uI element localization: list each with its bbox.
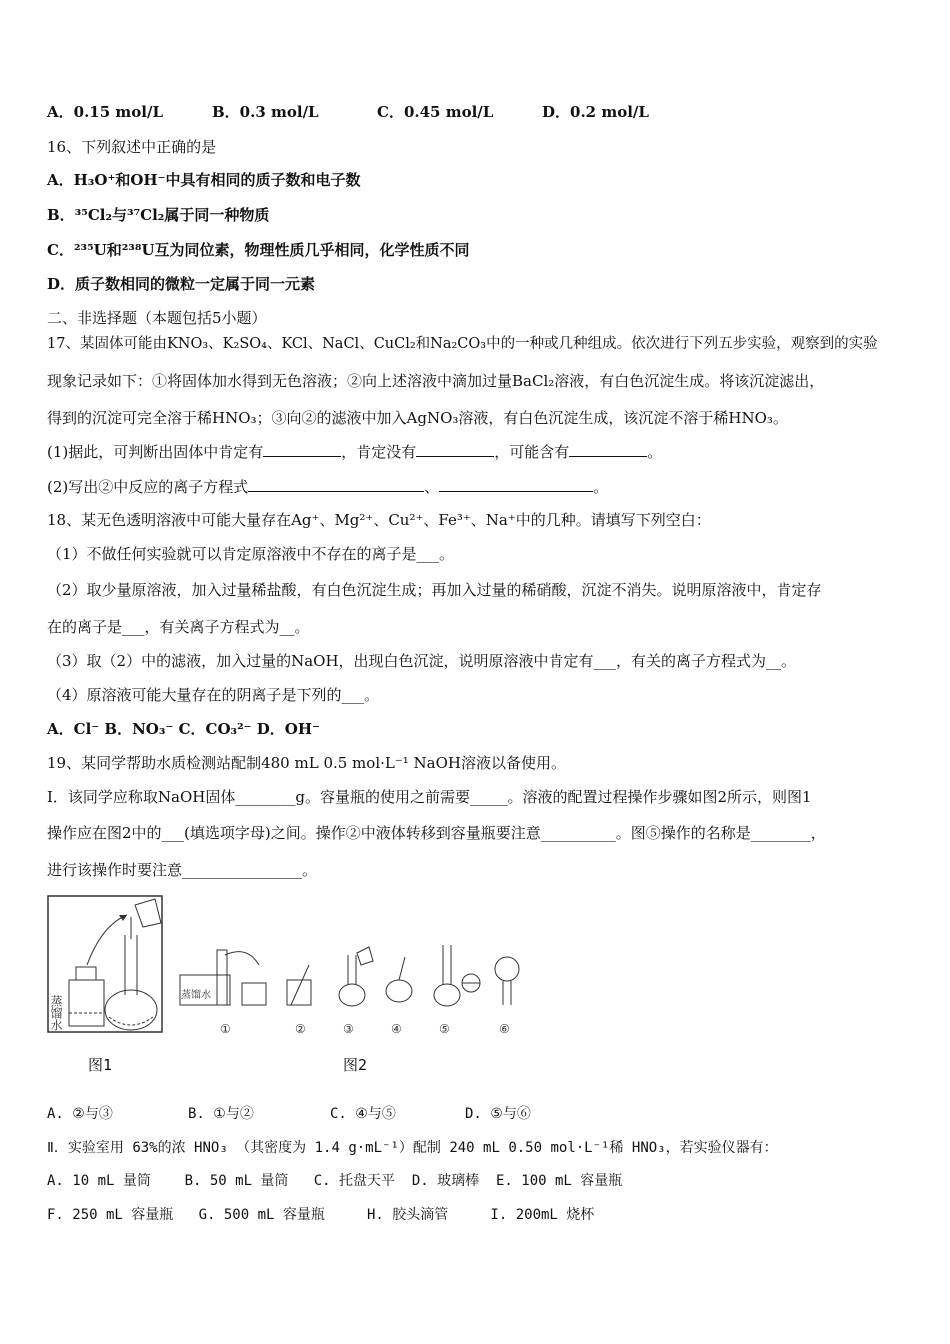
q17-part-1: [47, 442, 920, 462]
blank: [416, 442, 494, 457]
step-label-4: ④: [391, 1022, 402, 1036]
q19-equipment-line-2: F. 250 mL 容量瓶 G. 500 mL 容量瓶 H. 胶头滴管 I. 200mL 烧杯: [47, 1207, 595, 1223]
q17-part-2-a: (2)写出②中反应的离子方程式: [47, 478, 249, 496]
blank: [263, 442, 341, 457]
figure-2-bottle-label: 蒸馏水: [181, 990, 211, 1001]
q17-part-2-c: 。: [593, 478, 609, 496]
figure-2-caption: 图2: [343, 1056, 368, 1074]
q15-option-b: B．0.3 mol/L: [212, 103, 319, 121]
q17-part-2-b: 、: [424, 478, 440, 496]
q18-stem: 18、某无色透明溶液中可能大量存在Ag⁺、Mg²⁺、Cu²⁺、Fe³⁺、Na⁺中的几种。请填写下列空白：: [47, 511, 711, 529]
q17-part-2: [47, 477, 920, 497]
solution-preparation-figure: [47, 895, 547, 1085]
step-label-2: ②: [295, 1022, 306, 1036]
q19-option-a: A. ②与③: [47, 1106, 113, 1122]
step-label-1: ①: [220, 1022, 231, 1036]
volumetric-flask: [105, 990, 157, 1030]
q19-option-c: C. ④与⑤: [330, 1106, 396, 1122]
step-4-flask: [386, 980, 412, 1002]
figure-1-bottle-label: 蒸馏水: [49, 995, 63, 1031]
pour-arrow: [87, 915, 127, 965]
step-2-beaker: [287, 980, 311, 1005]
step-3-flask: [339, 984, 365, 1006]
q19-part-i-line-2: 操作应在图2中的___(填选项字母)之间。操作②中液体转移到容量瓶要注意__________。图⑤操作的名称是________，: [47, 824, 826, 842]
step-label-3: ③: [343, 1022, 354, 1036]
step-1-beaker: [242, 983, 266, 1005]
q17-part-1-c: ，可能含有: [494, 443, 570, 461]
beaker: [135, 899, 161, 927]
q19-option-d: D. ⑤与⑥: [465, 1106, 531, 1122]
q16-option-a: A．H₃O⁺和OH⁻中具有相同的质子数和电子数: [47, 171, 361, 189]
step-label-6: ⑥: [499, 1022, 510, 1036]
q18-part-1: （1）不做任何实验就可以肯定原溶液中不存在的离子是___。: [47, 545, 455, 563]
q18-part-2-line-1: （2）取少量原溶液，加入过量稀盐酸，有白色沉淀生成；再加入过量的稀硝酸，沉淀不消失。说明原溶液中，肯定存: [47, 581, 822, 599]
q15-option-c: C．0.45 mol/L: [377, 103, 494, 121]
step-label-5: ⑤: [439, 1022, 450, 1036]
q18-part-4: （4）原溶液可能大量存在的阴离子是下列的___。: [47, 686, 380, 704]
section-heading: 二、非选择题（本题包括5小题）: [47, 309, 267, 327]
q19-part-ii: Ⅱ．实验室用 63%的浓 HNO₃ （其密度为 1.4 g·mL⁻¹）配制 240 mL 0.50 mol·L⁻¹稀 HNO₃，若实验仪器有：: [47, 1140, 778, 1156]
q17-part-1-d: 。: [647, 443, 663, 461]
q16-option-b: B．³⁵Cl₂与³⁷Cl₂属于同一种物质: [47, 206, 270, 224]
q17-line-3: 得到的沉淀可完全溶于稀HNO₃；③向②的滤液中加入AgNO₃溶液，有白色沉淀生成，该沉淀不溶于稀HNO₃。: [47, 409, 788, 427]
step-6-flask: [495, 957, 519, 981]
q19-option-b: B. ①与②: [188, 1106, 254, 1122]
q18-part-2-line-2: 在的离子是___，有关离子方程式为__。: [47, 618, 310, 636]
q16-option-d: D．质子数相同的微粒一定属于同一元素: [47, 275, 316, 293]
figure-1-caption: 图1: [88, 1056, 113, 1074]
q19-stem: 19、某同学帮助水质检测站配制480 mL 0.5 mol·L⁻¹ NaOH溶液以备使用。: [47, 754, 566, 772]
q18-part-3: （3）取（2）中的滤液，加入过量的NaOH，出现白色沉淀，说明原溶液中肯定有___，有关的离子方程式为__。: [47, 652, 797, 670]
q19-part-i-line-3: 进行该操作时要注意________________。: [47, 861, 318, 879]
blank: [439, 477, 593, 492]
q15-option-d: D．0.2 mol/L: [542, 103, 649, 121]
q17-line-2: 现象记录如下：①将固体加水得到无色溶液；②向上述溶液中滴加过量BaCl₂溶液，有白色沉淀生成。将该沉淀滤出，: [47, 372, 825, 390]
q16-stem: 16、下列叙述中正确的是: [47, 138, 217, 156]
q17-line-1: 17、某固体可能由KNO₃、K₂SO₄、KCl、NaCl、CuCl₂和Na₂CO₃中的一种或几种组成。依次进行下列五步实验，观察到的实验: [47, 336, 878, 352]
q19-equipment-line-1: A. 10 mL 量筒 B. 50 mL 量筒 C. 托盘天平 D. 玻璃棒 E. 100 mL 容量瓶: [47, 1173, 623, 1189]
q17-part-1-b: ，肯定没有: [341, 443, 417, 461]
blank: [248, 477, 424, 492]
step-5-flask: [434, 984, 460, 1006]
q18-options: A．Cl⁻ B．NO₃⁻ C．CO₃²⁻ D．OH⁻: [47, 720, 320, 738]
q15-option-a: A．0.15 mol/L: [47, 103, 163, 121]
q16-option-c: C．²³⁵U和²³⁸U互为同位素，物理性质几乎相同，化学性质不同: [47, 241, 470, 259]
q17-part-1-a: (1)据此，可判断出固体中肯定有: [47, 443, 264, 461]
q19-part-i-line-1: Ⅰ．该同学应称取NaOH固体________g。容量瓶的使用之前需要_____。溶液的配置过程操作步骤如图2所示，则图1: [47, 788, 812, 806]
distilled-water-bottle: [69, 980, 104, 1026]
blank: [569, 442, 647, 457]
